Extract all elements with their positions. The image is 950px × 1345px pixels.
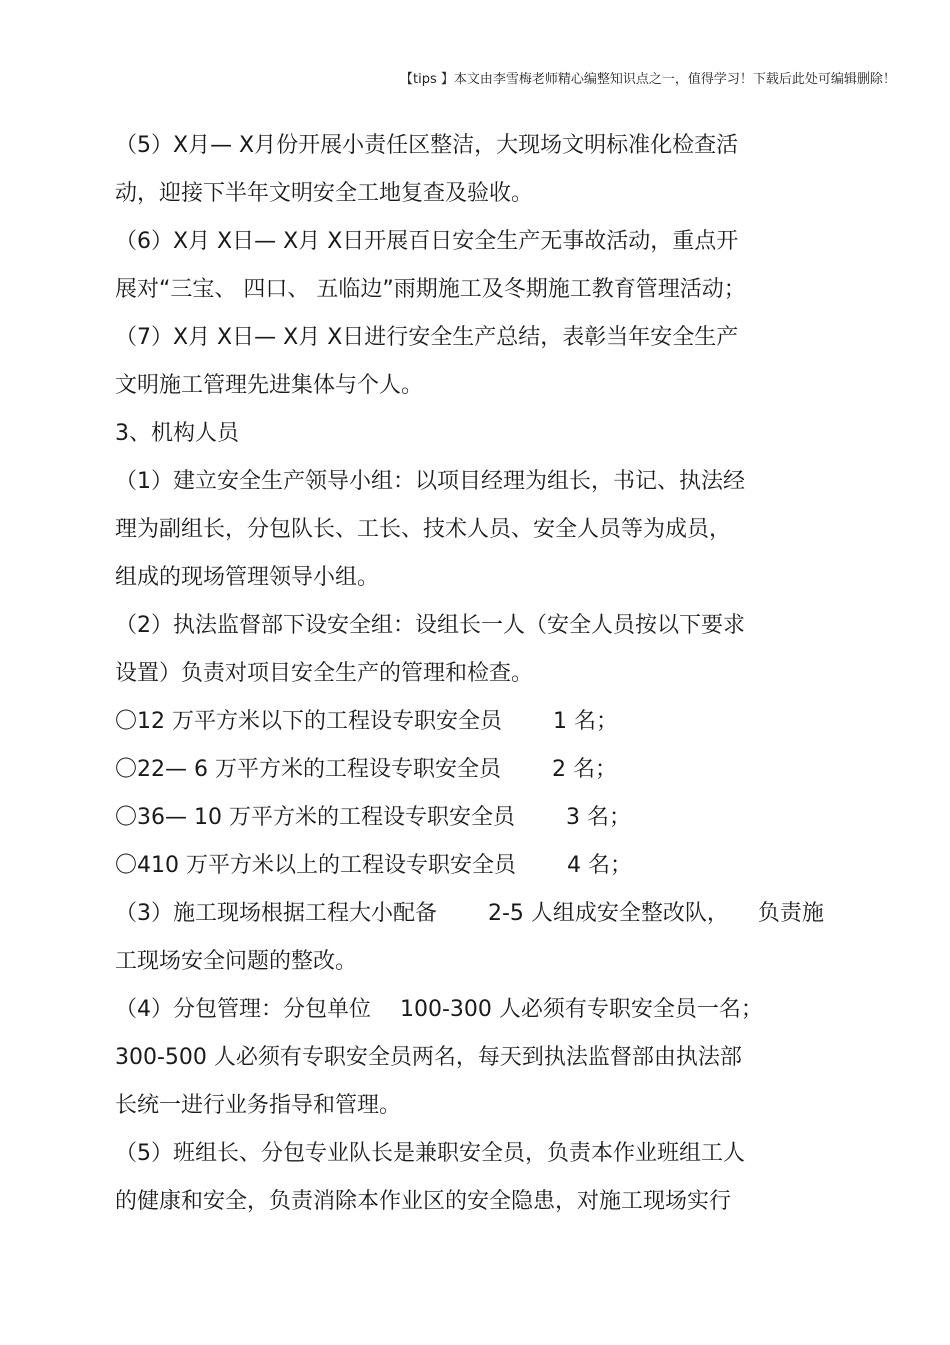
document-body xyxy=(115,126,875,1230)
paragraph-line: （2）执法监督部下设安全组：设组长一人（安全人员按以下要求 xyxy=(115,613,745,638)
paragraph-line: （3）施工现场根据工程大小配备 2-5 人组成安全整改队， 负责施 xyxy=(115,901,824,926)
paragraph-line: 设置）负责对项目安全生产的管理和检查。 xyxy=(115,661,534,686)
paragraph-line: 展对“三宝、 四口、 五临边”雨期施工及冬期施工教育管理活动； xyxy=(115,277,746,302)
paragraph-line: 的健康和安全，负责消除本作业区的安全隐患，对施工现场实行 xyxy=(115,1189,732,1214)
paragraph-line: （5）班组长、分包专业队长是兼职安全员，负责本作业班组工人 xyxy=(115,1141,745,1166)
list-item: 〇22— 6 万平方米的工程设专职安全员 2 名； xyxy=(115,757,617,782)
list-item: 〇410 万平方米以上的工程设专职安全员 4 名； xyxy=(115,853,632,878)
paragraph-line: 300-500 人必须有专职安全员两名，每天到执法监督部由执法部 xyxy=(115,1045,742,1070)
paragraph-line: （5）X月— X月份开展小责任区整洁，大现场文明标准化检查活 xyxy=(115,133,739,158)
paragraph-line: 理为副组长，分包队长、工长、技术人员、安全人员等为成员， xyxy=(115,517,732,542)
list-item: 〇12 万平方米以下的工程设专职安全员 1 名； xyxy=(115,709,618,734)
header-tips: 【tips 】本文由李雪梅老师精心编整知识点之一，值得学习！下载后此处可编辑删除！ xyxy=(400,72,896,87)
paragraph-line: （4）分包管理：分包单位 100-300 人必须有专职安全员一名； xyxy=(115,997,763,1022)
paragraph-line: （7）X月 X日— X月 X日进行安全生产总结，表彰当年安全生产 xyxy=(115,325,739,350)
list-item: 〇36— 10 万平方米的工程设专职安全员 3 名； xyxy=(115,805,631,830)
paragraph-line: （6）X月 X日— X月 X日开展百日安全生产无事故活动，重点开 xyxy=(115,229,739,254)
paragraph-line: 文明施工管理先进集体与个人。 xyxy=(115,373,424,398)
section-heading: 3、机构人员 xyxy=(115,421,239,446)
paragraph-line: （1）建立安全生产领导小组：以项目经理为组长，书记、执法经 xyxy=(115,469,745,494)
paragraph-line: 组成的现场管理领导小组。 xyxy=(115,565,380,590)
paragraph-line: 长统一进行业务指导和管理。 xyxy=(115,1093,402,1118)
paragraph-line: 工现场安全问题的整改。 xyxy=(115,949,358,974)
paragraph-line: 动，迎接下半年文明安全工地复查及验收。 xyxy=(115,181,534,206)
